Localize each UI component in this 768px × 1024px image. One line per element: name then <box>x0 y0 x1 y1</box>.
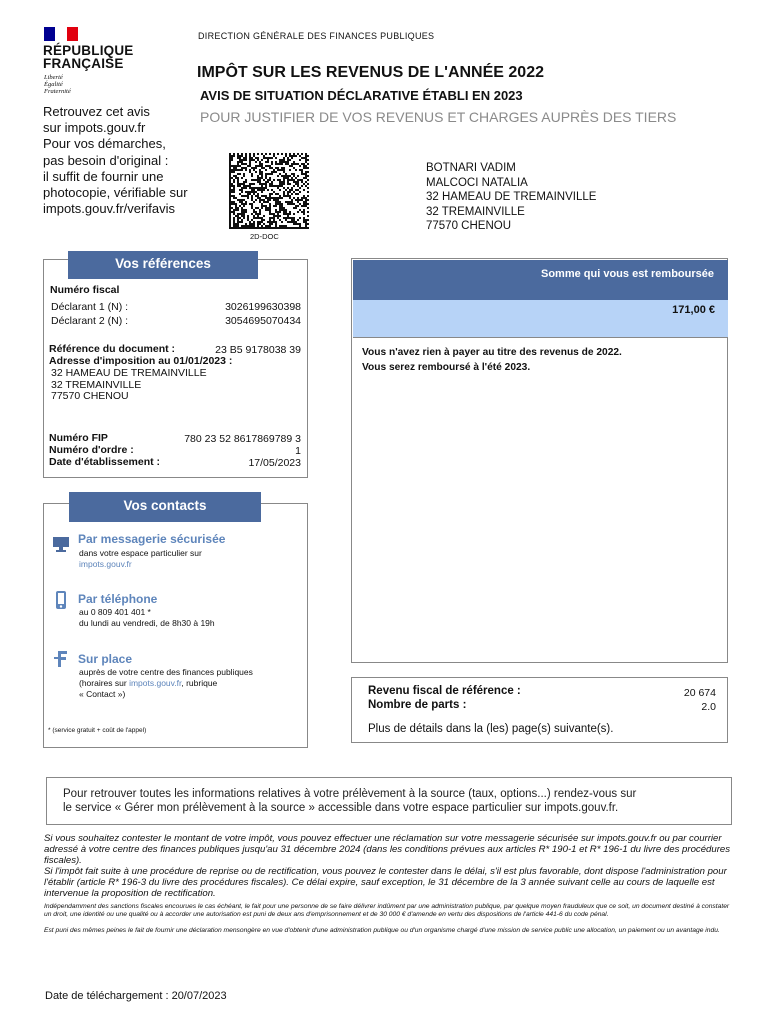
impots-link-1[interactable]: impots.gouv.fr <box>79 559 132 569</box>
devise: Liberté Égalité Fraternité <box>44 74 71 95</box>
rfr-value: 20 674 <box>683 687 716 699</box>
in-person-line3: « Contact ») <box>79 689 126 699</box>
refund-title: Somme qui vous est remboursée <box>353 260 728 300</box>
declarant1-value: 3026199630398 <box>225 301 301 313</box>
legal-notice-2: Si l'impôt fait suite à une procédure de reprise ou de rectification, vous pouvez le contester dans le délai, s'il est plus favorable, dont dispose l'administration pour l'établir (article R* 196-3 du livre des procédures fiscales). Ce délai expire, sauf exception, le 31 décembre de la 3 année suivant celle au cours de laquelle est intervenue la proposition de rectification. <box>44 866 727 900</box>
phone-number: au 0 809 401 401 * <box>79 607 151 617</box>
computer-icon <box>52 535 70 553</box>
references-title: Vos références <box>68 251 258 279</box>
refund-message-2: Vous serez remboursé à l'été 2023. <box>362 362 531 373</box>
parts-value: 2.0 <box>701 701 716 713</box>
french-flag-logo <box>44 27 78 41</box>
fiscal-number-label: Numéro fiscal <box>50 284 120 296</box>
phone-title: Par téléphone <box>78 592 158 606</box>
legal-notice-1: Si vous souhaitez contester le montant de votre impôt, vous pouvez effectuer une réclamation sur votre messagerie sécurisée sur impots.gouv.fr ou par courrier adressé à votre centre des finances publiques jusqu'au 31 décembre 2024 (dans les conditions prévues aux articles R* 190-1 et R* 196-1 du livre des procédures fiscales). <box>44 833 731 867</box>
prelevement-line-1: Pour retrouver toutes les informations relatives à votre prélèvement à la source (taux, options...) rendez-vous sur <box>63 788 637 800</box>
verification-notice: Retrouvez cet avis sur impots.gouv.fr Pour vos démarches, pas besoin d'original : il suffit de fournir une photocopie, vérifiable sur impots.gouv.fr/verifavis <box>43 104 188 217</box>
document-reference-value: 23 B5 9178038 39 <box>215 344 301 356</box>
location-icon <box>52 650 70 668</box>
tax-address-label: Adresse d'imposition au 01/01/2023 : <box>49 355 233 367</box>
phone-footnote: * (service gratuit + coût de l'appel) <box>48 727 147 734</box>
document-purpose: POUR JUSTIFIER DE VOS REVENUS ET CHARGES AUPRÈS DES TIERS <box>200 109 677 125</box>
establishment-date-value: 17/05/2023 <box>248 457 301 469</box>
order-number-label: Numéro d'ordre : <box>49 444 134 456</box>
tax-address: 32 HAMEAU DE TREMAINVILLE 32 TREMAINVILLE 77570 CHENOU <box>51 367 207 402</box>
republique-francaise-logo: RÉPUBLIQUE FRANÇAISE <box>43 43 134 71</box>
secure-messaging-text: dans votre espace particulier sur <box>79 548 202 558</box>
prelevement-box <box>46 777 732 825</box>
legal-notice-4: Est puni des mêmes peines le fait de fournir une déclaration mensongère en vue d'obtenir d'une administration publique ou d'un organisme chargé d'une mission de service public une allocation, un paiement ou un avantage indu. <box>44 927 720 934</box>
direction-label: DIRECTION GÉNÉRALE DES FINANCES PUBLIQUES <box>198 31 435 41</box>
download-date: Date de téléchargement : 20/07/2023 <box>45 990 227 1002</box>
in-person-line1: auprès de votre centre des finances publiques <box>79 667 253 677</box>
in-person-title: Sur place <box>78 652 133 666</box>
phone-icon <box>52 591 70 609</box>
declarant2-label: Déclarant 2 (N) : <box>51 315 129 327</box>
document-subtitle: AVIS DE SITUATION DÉCLARATIVE ÉTABLI EN 2023 <box>200 88 523 103</box>
more-details: Plus de détails dans la (les) page(s) suivante(s). <box>368 723 614 735</box>
contacts-title: Vos contacts <box>69 492 261 522</box>
legal-notice-3: Indépendamment des sanctions fiscales encourues le cas échéant, le fait pour une personne de se faire délivrer indûment par une administration publique, par quelque moyen frauduleux que ce soit, un document destiné à constater un droit, une identité ou une qualité ou à accorder une autorisation est puni de deux ans d'emprisonnement et de 30 000 € d'amende en vertu des dispositions de l'article 441-6 du code pénal. <box>44 903 730 918</box>
document-reference-label: Référence du document : <box>49 343 176 355</box>
prelevement-line-2: le service « Gérer mon prélèvement à la source » accessible dans votre espace particulier sur impots.gouv.fr. <box>63 802 619 814</box>
fip-value: 780 23 52 8617869789 3 <box>184 433 301 445</box>
parts-label: Nombre de parts : <box>368 699 467 711</box>
in-person-line2: (horaires sur impots.gouv.fr, rubrique <box>79 678 218 688</box>
impots-link-2[interactable]: impots.gouv.fr <box>129 678 182 688</box>
declarant1-label: Déclarant 1 (N) : <box>51 301 129 313</box>
recipient-address: BOTNARI VADIM MALCOCI NATALIA 32 HAMEAU DE TREMAINVILLE 32 TREMAINVILLE 77570 CHENOU <box>426 162 597 232</box>
document-title: IMPÔT SUR LES REVENUS DE L'ANNÉE 2022 <box>197 64 544 81</box>
secure-messaging-title: Par messagerie sécurisée <box>78 532 226 546</box>
2d-doc-barcode <box>229 153 309 229</box>
declarant2-value: 3054695070434 <box>225 315 301 327</box>
barcode-label: 2D-DOC <box>250 232 279 241</box>
refund-message-1: Vous n'avez rien à payer au titre des revenus de 2022. <box>362 347 622 358</box>
establishment-date-label: Date d'établissement : <box>49 456 161 468</box>
order-number-value: 1 <box>295 445 301 457</box>
rfr-label: Revenu fiscal de référence : <box>368 685 521 697</box>
fip-label: Numéro FIP <box>49 432 108 444</box>
refund-amount: 171,00 € <box>353 300 728 338</box>
phone-hours: du lundi au vendredi, de 8h30 à 19h <box>79 618 215 628</box>
